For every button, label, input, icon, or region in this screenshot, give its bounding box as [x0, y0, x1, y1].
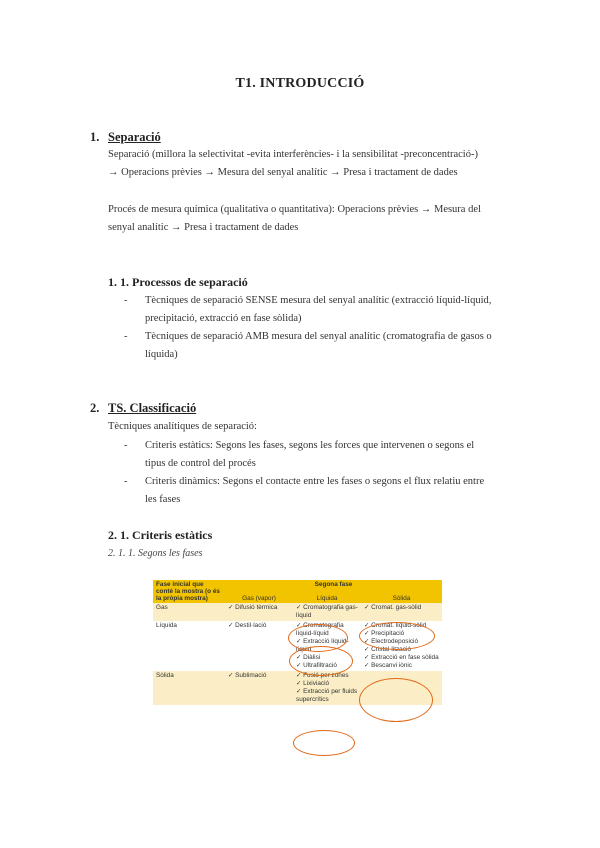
bullet-text: Criteris dinàmics: Segons el contacte entre les fases o segons el flux relatiu entre	[145, 476, 485, 487]
table-row	[153, 603, 442, 621]
table-col-solid: Sòlida	[361, 594, 442, 603]
section-1-line-4: senyal analític → Presa i tractament de dades	[108, 222, 299, 233]
table-cell: ✓ Cromat. gas-sòlid	[364, 604, 422, 611]
table-item: Diàlisi	[303, 654, 321, 661]
table-col-liquid: Líquida	[293, 594, 361, 603]
section-2-number: 2.	[90, 401, 100, 415]
section-1-1-bullet-2: - Tècniques de separació AMB mesura del senyal analític (cromatografia de gasos o	[124, 331, 492, 342]
section-2-label: TS. Classificació	[108, 401, 197, 415]
table-item: Precipitació	[371, 630, 405, 637]
table-item: Extracció per fluids supercrítics	[296, 688, 358, 703]
table-item: Cromatografia gas-líquid	[296, 604, 358, 619]
table-phase-cell: Gas	[156, 604, 168, 611]
table-item: Ultrafiltració	[303, 662, 337, 669]
table-item: Cromat. gas-sòlid	[371, 604, 422, 611]
table-segona-fase-header: Segona fase	[225, 580, 442, 594]
highlight-circle	[359, 678, 433, 722]
highlight-circle	[359, 622, 435, 650]
section-2-bullet-1: - Criteris estàtics: Segons les fases, segons les forces que intervenen o segons el	[124, 440, 475, 451]
table-item: Fusió per zones	[303, 672, 349, 679]
page-title: T1. INTRODUCCIÓ	[235, 76, 365, 91]
section-1-1-bullet-1-cont: precipitació, extracció en fase sòlida)	[145, 313, 302, 324]
section-2-bullet-1-cont: tipus de control del procés	[145, 458, 256, 469]
table-item: Extracció líquid-líquid	[296, 638, 349, 653]
highlight-circle	[289, 646, 353, 676]
section-1-1-heading: 1. 1. Processos de separació	[108, 275, 248, 289]
table-item: Cromatografia líquid-líquid	[296, 622, 344, 637]
section-1-line-1: Separació (millora la selectivitat -evita interferències- i la sensibilitat -preconcentració-)	[108, 149, 478, 160]
table-cell: ✓ Sublimació	[228, 672, 267, 679]
table-item: Sublimació	[235, 672, 267, 679]
table-corner-header: Fase inicial que conté la mostra (o és la pròpia mostra)	[153, 580, 225, 603]
section-2-1-1-subheading: 2. 1. 1. Segons les fases	[108, 548, 203, 559]
table-phase-cell: Líquida	[156, 622, 177, 629]
section-1-number: 1.	[90, 130, 100, 144]
section-2-bullet-2-cont: les fases	[145, 494, 181, 505]
highlight-circle	[293, 730, 355, 756]
table-item: Cromat. líquid-sòlid	[371, 622, 427, 629]
section-1-line-2: → Operacions prèvies → Mesura del senyal analític → Presa i tractament de dades	[108, 167, 458, 178]
section-1-line-3: Procés de mesura química (qualitativa o quantitativa): Operacions prèvies → Mesura del	[108, 204, 481, 215]
table-item: Electrodeposició	[371, 638, 419, 645]
bullet-text: Tècniques de separació AMB mesura del senyal analític (cromatografia de gasos o	[145, 331, 492, 342]
table-phase-cell: Sòlida	[156, 672, 174, 679]
table-item: Difusió tèrmica	[235, 604, 278, 611]
section-1-1-bullet-1: - Tècniques de separació SENSE mesura del senyal analític (extracció líquid-líquid,	[124, 295, 492, 306]
bullet-text: Tècniques de separació SENSE mesura del senyal analític (extracció líquid-líquid,	[145, 295, 492, 306]
section-2-1-heading: 2. 1. Criteris estàtics	[108, 528, 213, 542]
table-item: Bescanvi iònic	[371, 662, 412, 669]
table-item: Destil·lació	[235, 622, 267, 629]
table-cell: ✓ Difusió tèrmica	[228, 604, 278, 611]
table-item: Lixiviació	[303, 680, 330, 687]
section-1-1-bullet-2-cont: líquida)	[145, 349, 178, 360]
table-col-gas: Gas (vapor)	[225, 594, 293, 603]
table-item: Extracció en fase sòlida	[371, 654, 439, 661]
table-cell: ✓ Cromatografia gas-líquid	[296, 604, 358, 619]
section-2-heading	[90, 401, 196, 416]
table-cell: ✓ Cromatografia líquid-líquid ✓ Extracció líquid-líquid ✓ Diàlisi ✓ Ultrafiltració	[296, 622, 349, 669]
section-1-heading	[90, 130, 161, 145]
section-2-intro: Tècniques analítiques de separació:	[108, 421, 257, 432]
table-cell: ✓ Fusió per zones ✓ Lixiviació ✓ Extracció per fluids supercrítics	[296, 672, 358, 703]
section-2-bullet-2: - Criteris dinàmics: Segons el contacte entre les fases o segons el flux relatiu entre	[124, 476, 485, 487]
table-cell: ✓ Cromat. líquid-sòlid ✓ Precipitació ✓ Electrodeposició ✓ Cristal·lització ✓ Extracció en fase sòlida ✓ Bescanvi iònic	[364, 622, 439, 669]
phases-table	[153, 580, 442, 760]
section-1-label: Separació	[108, 130, 161, 144]
table-cell: ✓ Destil·lació	[228, 622, 267, 629]
bullet-text: Criteris estàtics: Segons les fases, segons les forces que intervenen o segons el	[145, 440, 475, 451]
table-item: Cristal·lització	[371, 646, 411, 653]
